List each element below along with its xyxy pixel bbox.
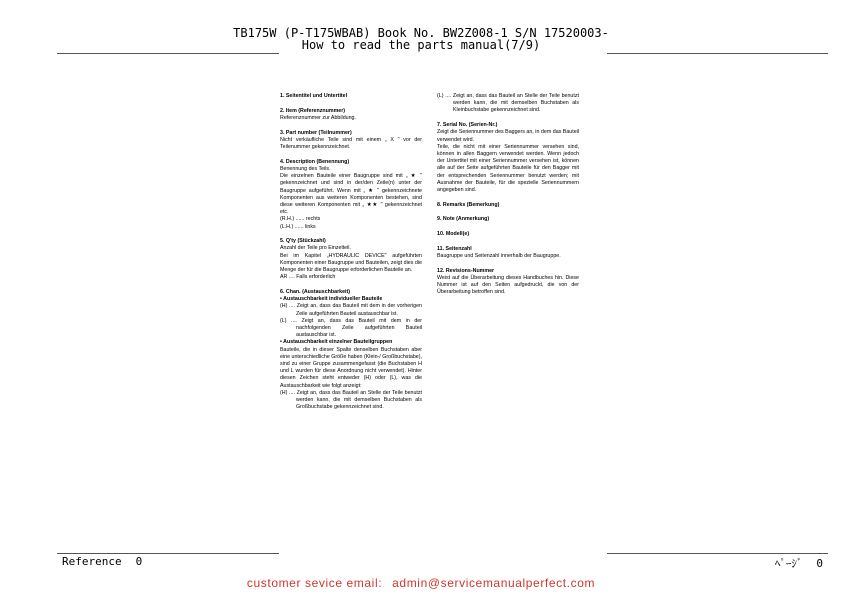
header-subtitle-line: How to read the parts manual(7/9) xyxy=(301,38,541,52)
section-heading: 2. Item (Referenznummer) xyxy=(280,107,346,114)
section-heading: 1. Seitentitel und Untertitel xyxy=(280,93,348,99)
left-column xyxy=(280,93,422,419)
section-text: Zeigt die Seriennummer des Baggers an, in dem das Bauteil verwendet wird. xyxy=(437,129,579,143)
section-text: Nicht verkäufliche Teile sind mit einem „ X " vor der Teilenummer gekennzeichnet. xyxy=(280,136,422,151)
section-text: Die einzelnen Bauteile einer Baugruppe sind mit „ ★ " gekennzeichnet und sind in der/den Zeile(n) unter der Baugruppe aufgeführt. Wenn mit „ ★ " gekennzeichnete Komponenten aus weiteren Komponenten bestehen, sind diese weiteren Komponenten mit „ ★★ " gekennzeichnet etc. xyxy=(280,173,422,216)
section-text: Benennung des Teils. xyxy=(280,165,331,172)
section-12 xyxy=(437,268,579,297)
customer-service-email xyxy=(0,576,842,590)
header-title-line: TB175W (P-T175WBAB) Book No. BW2Z008-1 S/N 17520003- xyxy=(233,26,609,40)
code-label: (L) .... xyxy=(437,93,452,99)
section-text: Weist auf die Überarbeitung dieses Handbuches hin. Diese Nummer ist auf den Seiten aufgedruckt, die von der Überarbeitung betroffen sind. xyxy=(437,274,579,296)
section-5 xyxy=(280,238,422,281)
page-value: 0 xyxy=(816,557,823,570)
subsection-heading: • Austauschbarkeit einzelner Bauteilgruppen xyxy=(280,339,393,346)
section-11 xyxy=(437,246,579,260)
section-9 xyxy=(437,216,579,223)
code-item xyxy=(280,303,422,317)
email-label: customer sevice email: xyxy=(246,576,383,590)
section-heading: 12. Revisions-Nummer xyxy=(437,267,495,274)
code-label: (L) .... xyxy=(280,317,297,324)
section-heading: 5. Q'ty (Stückzahl) xyxy=(280,238,326,245)
section-10 xyxy=(437,231,579,238)
code-text: Zeigt an, dass das Bauteil an Stelle der Teile benutzt werden kann, die mit demselben Buchstaben als Kleinbuchstabe gekennzeichnet sind. xyxy=(452,93,579,114)
footer-reference xyxy=(62,555,142,568)
header-rule-left xyxy=(57,53,279,54)
section-text: Bauteile, die in dieser Spalte denselben Buchstaben aber eine unterschiedliche Größe haben (Klein-/ Großbuchstabe), sind zu einer Gruppe zusammengefasst (die Buchstaben H und L wurden für diese Anordnung nicht verwendet). Hinter diesen Zeichen steht entweder (H) oder (L), was die Austauschbarkeit wie folgt anzeigt: xyxy=(280,346,422,389)
code-label: (H) .... xyxy=(280,303,296,310)
page-header xyxy=(0,27,842,51)
footer-page xyxy=(775,555,823,571)
section-heading: 10. Modell(e) xyxy=(437,231,470,238)
section-2 xyxy=(280,108,422,122)
section-text: Anzahl der Teile pro Einzelteil. xyxy=(280,245,351,252)
section-heading: 8. Remarks (Bemerkung) xyxy=(437,201,500,208)
section-4 xyxy=(280,159,422,231)
section-8 xyxy=(437,202,579,209)
page-label: ﾍﾟｰｼﾞ xyxy=(774,557,803,570)
reference-value: 0 xyxy=(135,555,143,568)
code-text: Zeigt an, dass das Bauteil mit dem in der vorherigen Zeile aufgeführten Bauteil austauschbar ist. xyxy=(296,303,422,317)
right-column xyxy=(437,93,579,304)
section-text: Teile, die nicht mit einer Seriennummer versehen sind, können in allen Baggern verwendet werden. Wenn jedoch der Untertitel mit einer Seriennummer versehen ist, können alle auf der Seite aufgeführten Bauteile für den Bagger mit der entsprechenden Seriennummer benutzt werden; mit Ausnahme der Bauteile, für die spezielle Seriennummern angegeben sind. xyxy=(437,143,579,193)
code-text: Zeigt an, dass das Bauteil mit dem in der nachfolgenden Zeile aufgeführten Bauteil austauschbar ist. xyxy=(296,317,422,339)
section-text: (R.H.) ...... rechts xyxy=(280,216,321,223)
section-text: Baugruppe und Seitenzahl innerhalb der Baugruppe. xyxy=(437,252,561,259)
section-7 xyxy=(437,122,579,194)
section-3 xyxy=(280,130,422,152)
section-text: Bei im Kapitel „HYDRAULIC DEVICE" aufgeführten Komponenten einer Baugruppe und Bauteilen, zeigt dies die Menge der für die Baugruppe erforderlichen Bauteile an. xyxy=(280,252,422,274)
code-item xyxy=(280,390,422,412)
footer-rule-right xyxy=(607,553,828,554)
code-item xyxy=(437,93,579,115)
code-item xyxy=(280,318,422,340)
section-text: (L.H.) ...... links xyxy=(280,223,316,230)
code-label: (H) .... xyxy=(280,389,295,396)
email-address: admin@servicemanualperfect.com xyxy=(392,576,596,590)
section-heading: 6. Chan. (Austauschbarkeit) xyxy=(280,288,351,295)
section-text: AR .... Falls erforderlich xyxy=(280,274,336,281)
code-text: Zeigt an, dass das Bauteil an Stelle der Teile benutzt werden kann, die mit demselben Buchstaben als Großbuchstabe gekennzeichnet sind. xyxy=(296,389,422,411)
section-heading: 9. Note (Anmerkung) xyxy=(437,216,490,223)
section-heading: 4. Description (Benennung) xyxy=(280,158,350,165)
section-6 xyxy=(280,289,422,411)
header-rule-right xyxy=(607,53,828,54)
section-text: Referenznummer zur Abbildung. xyxy=(280,114,356,121)
subsection-heading: • Austauschbarkeit individueller Bauteile xyxy=(280,296,383,303)
section-1 xyxy=(280,93,422,100)
section-heading: 3. Part number (Teilnummer) xyxy=(280,129,352,136)
section-heading: 7. Serial No. (Serien-Nr.) xyxy=(437,122,498,129)
footer-rule-left xyxy=(57,553,279,554)
section-heading: 11. Seitenzahl xyxy=(437,245,472,252)
reference-label: Reference xyxy=(62,555,122,568)
